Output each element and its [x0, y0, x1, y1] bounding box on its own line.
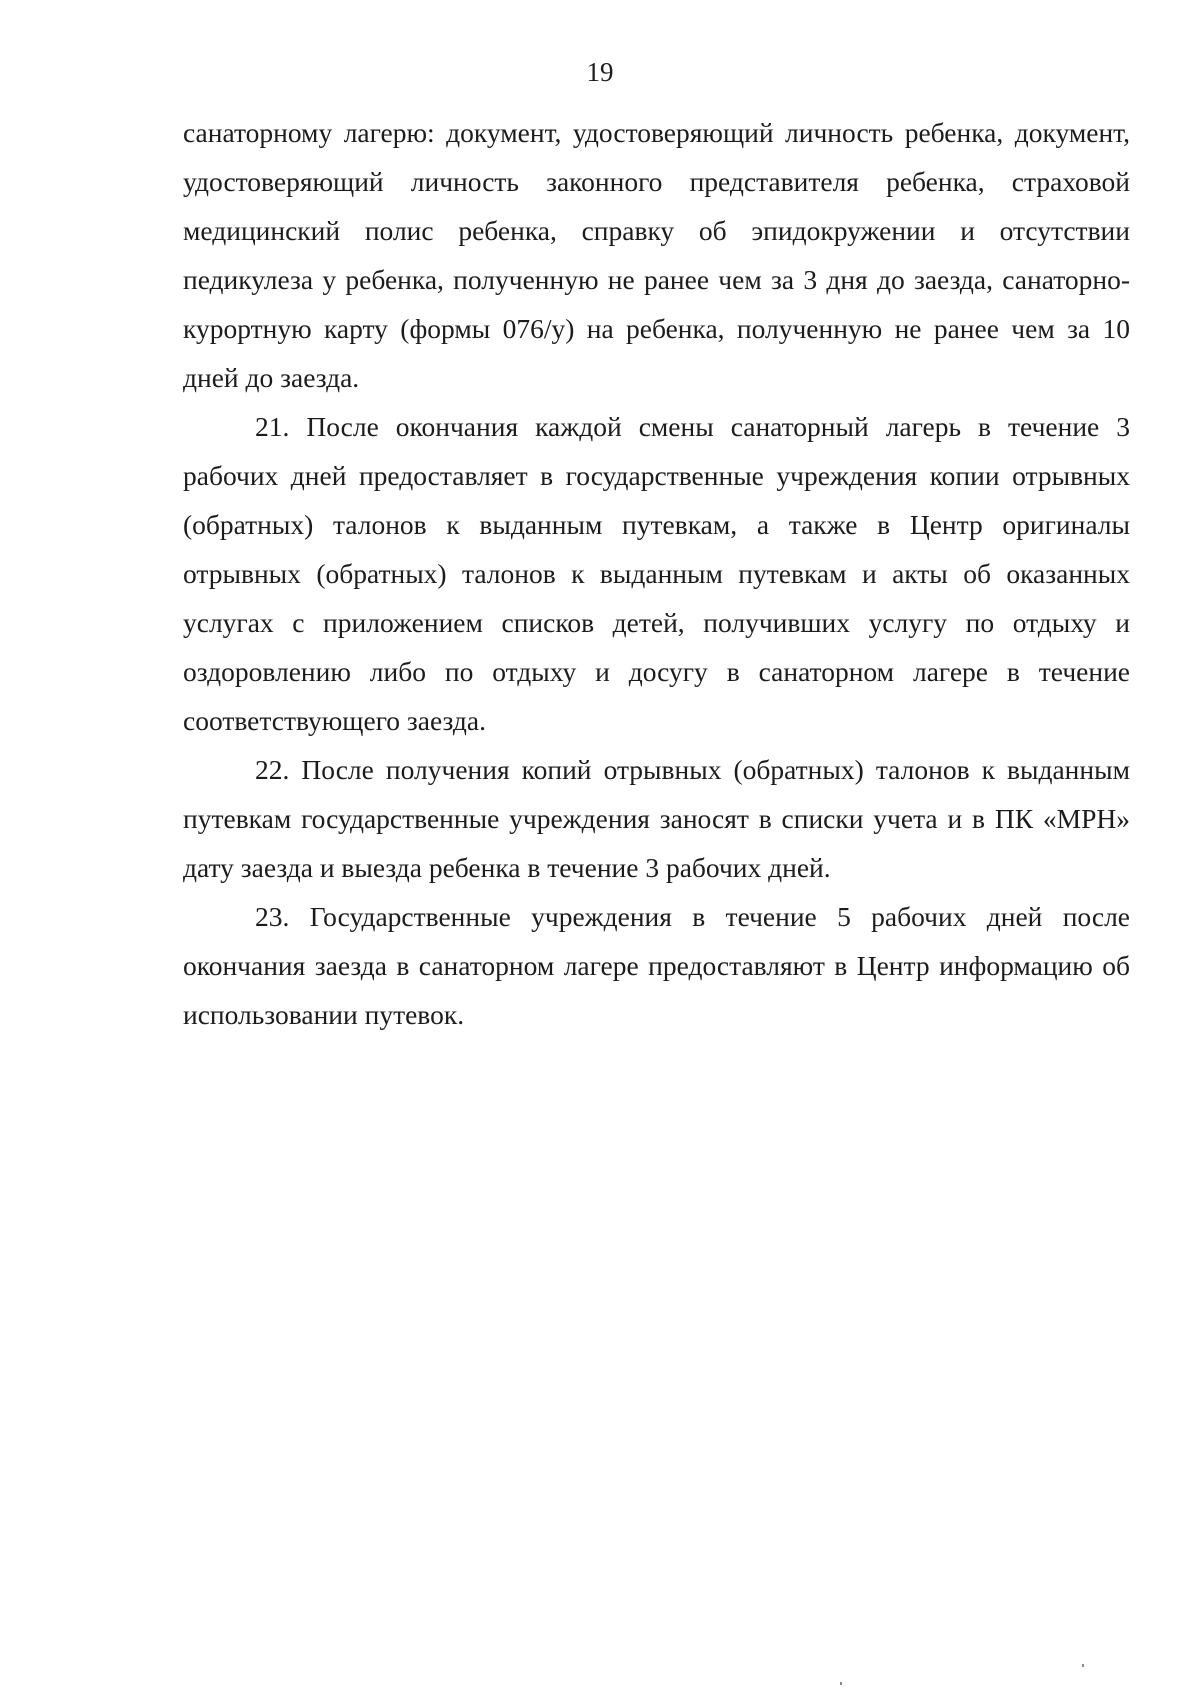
- page-number: 19: [586, 57, 614, 87]
- scan-speck: [1082, 1664, 1084, 1667]
- document-body: [183, 108, 1130, 1039]
- paragraph-item-21: 21. После окончания каждой смены санаторный лагерь в течение 3 рабочих дней предоставляет в государственные учреждения копии отрывных (обратных) талонов к выданным путевкам, а также в Центр оригиналы отрывных (обратных) талонов к выданным путевкам и акты об оказанных услугах с приложением списков детей, получивших услугу по отдыху и оздоровлению либо по отдыху и досугу в санаторном лагере в течение соответствующего заезда.: [183, 411, 1130, 736]
- paragraph-item-22: 22. После получения копий отрывных (обратных) талонов к выданным путевкам государственные учреждения заносят в списки учета и в ПК «МРН» дату заезда и выезда ребенка в течение 3 рабочих дней.: [183, 754, 1130, 883]
- scan-speck: [840, 1682, 842, 1685]
- paragraph-item-23: 23. Государственные учреждения в течение 5 рабочих дней после окончания заезда в санаторном лагере предоставляют в Центр информацию об использовании путевок.: [183, 901, 1130, 1030]
- paragraph-continuation: санаторному лагерю: документ, удостоверяющий личность ребенка, документ, удостоверяющий личность законного представителя ребенка, страховой медицинский полис ребенка, справку об эпидокружении и отсутствии педикулеза у ребенка, полученную не ранее чем за 3 дня до заезда, санаторно-курортную карту (формы 076/у) на ребенка, полученную не ранее чем за 10 дней до заезда.: [183, 117, 1130, 393]
